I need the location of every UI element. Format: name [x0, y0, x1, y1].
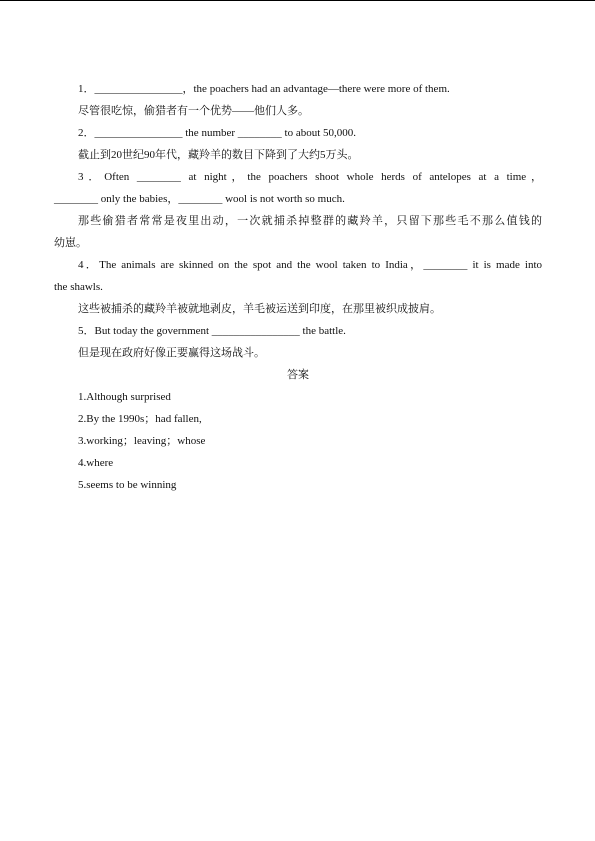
answer-item: 1.Although surprised: [78, 391, 171, 403]
answer-item: 4.where: [78, 457, 114, 469]
document-body: [54, 78, 542, 496]
answer-item: 5.seems to be winning: [78, 479, 177, 491]
exercise-4-english-line2: the shawls.: [54, 281, 103, 293]
exercise-3-english-line1: 3．Often ________ at night，the poachers shoot whole herds of antelopes at a time，: [78, 171, 542, 183]
exercise-2-english: 2．________________ the number ________ to about 50,000.: [78, 127, 357, 139]
exercise-1-english: 1．________________，the poachers had an advantage—there were more of them.: [78, 83, 450, 95]
exercise-4-english-line1: 4．The animals are skinned on the spot and the wool taken to India，________ it is made into: [78, 259, 542, 271]
answer-item: 2.By the 1990s；had fallen,: [78, 413, 202, 425]
top-border-line: [0, 0, 595, 1]
exercise-2-chinese: 截止到20世纪90年代，藏羚羊的数目下降到了大约5万头。: [78, 149, 359, 161]
answers-heading: 答案: [287, 369, 309, 381]
exercise-3-chinese-line2: 幼崽。: [54, 237, 87, 249]
exercise-4-chinese: 这些被捕杀的藏羚羊被就地剥皮，羊毛被运送到印度，在那里被织成披肩。: [78, 303, 441, 315]
exercise-5-chinese: 但是现在政府好像正要赢得这场战斗。: [78, 347, 265, 359]
answers-list: [54, 386, 542, 496]
exercise-3-chinese-line1: 那些偷猎者常常是夜里出动，一次就捕杀掉整群的藏羚羊，只留下那些毛不那么值钱的: [78, 215, 542, 227]
answer-item: 3.working；leaving；whose: [78, 435, 206, 447]
exercise-3-english-line2: ________ only the babies，________ wool is not worth so much.: [54, 193, 345, 205]
exercise-1-chinese: 尽管很吃惊，偷猎者有一个优势——他们人多。: [78, 105, 309, 117]
exercise-5-english: 5．But today the government ________________ the battle.: [78, 325, 346, 337]
